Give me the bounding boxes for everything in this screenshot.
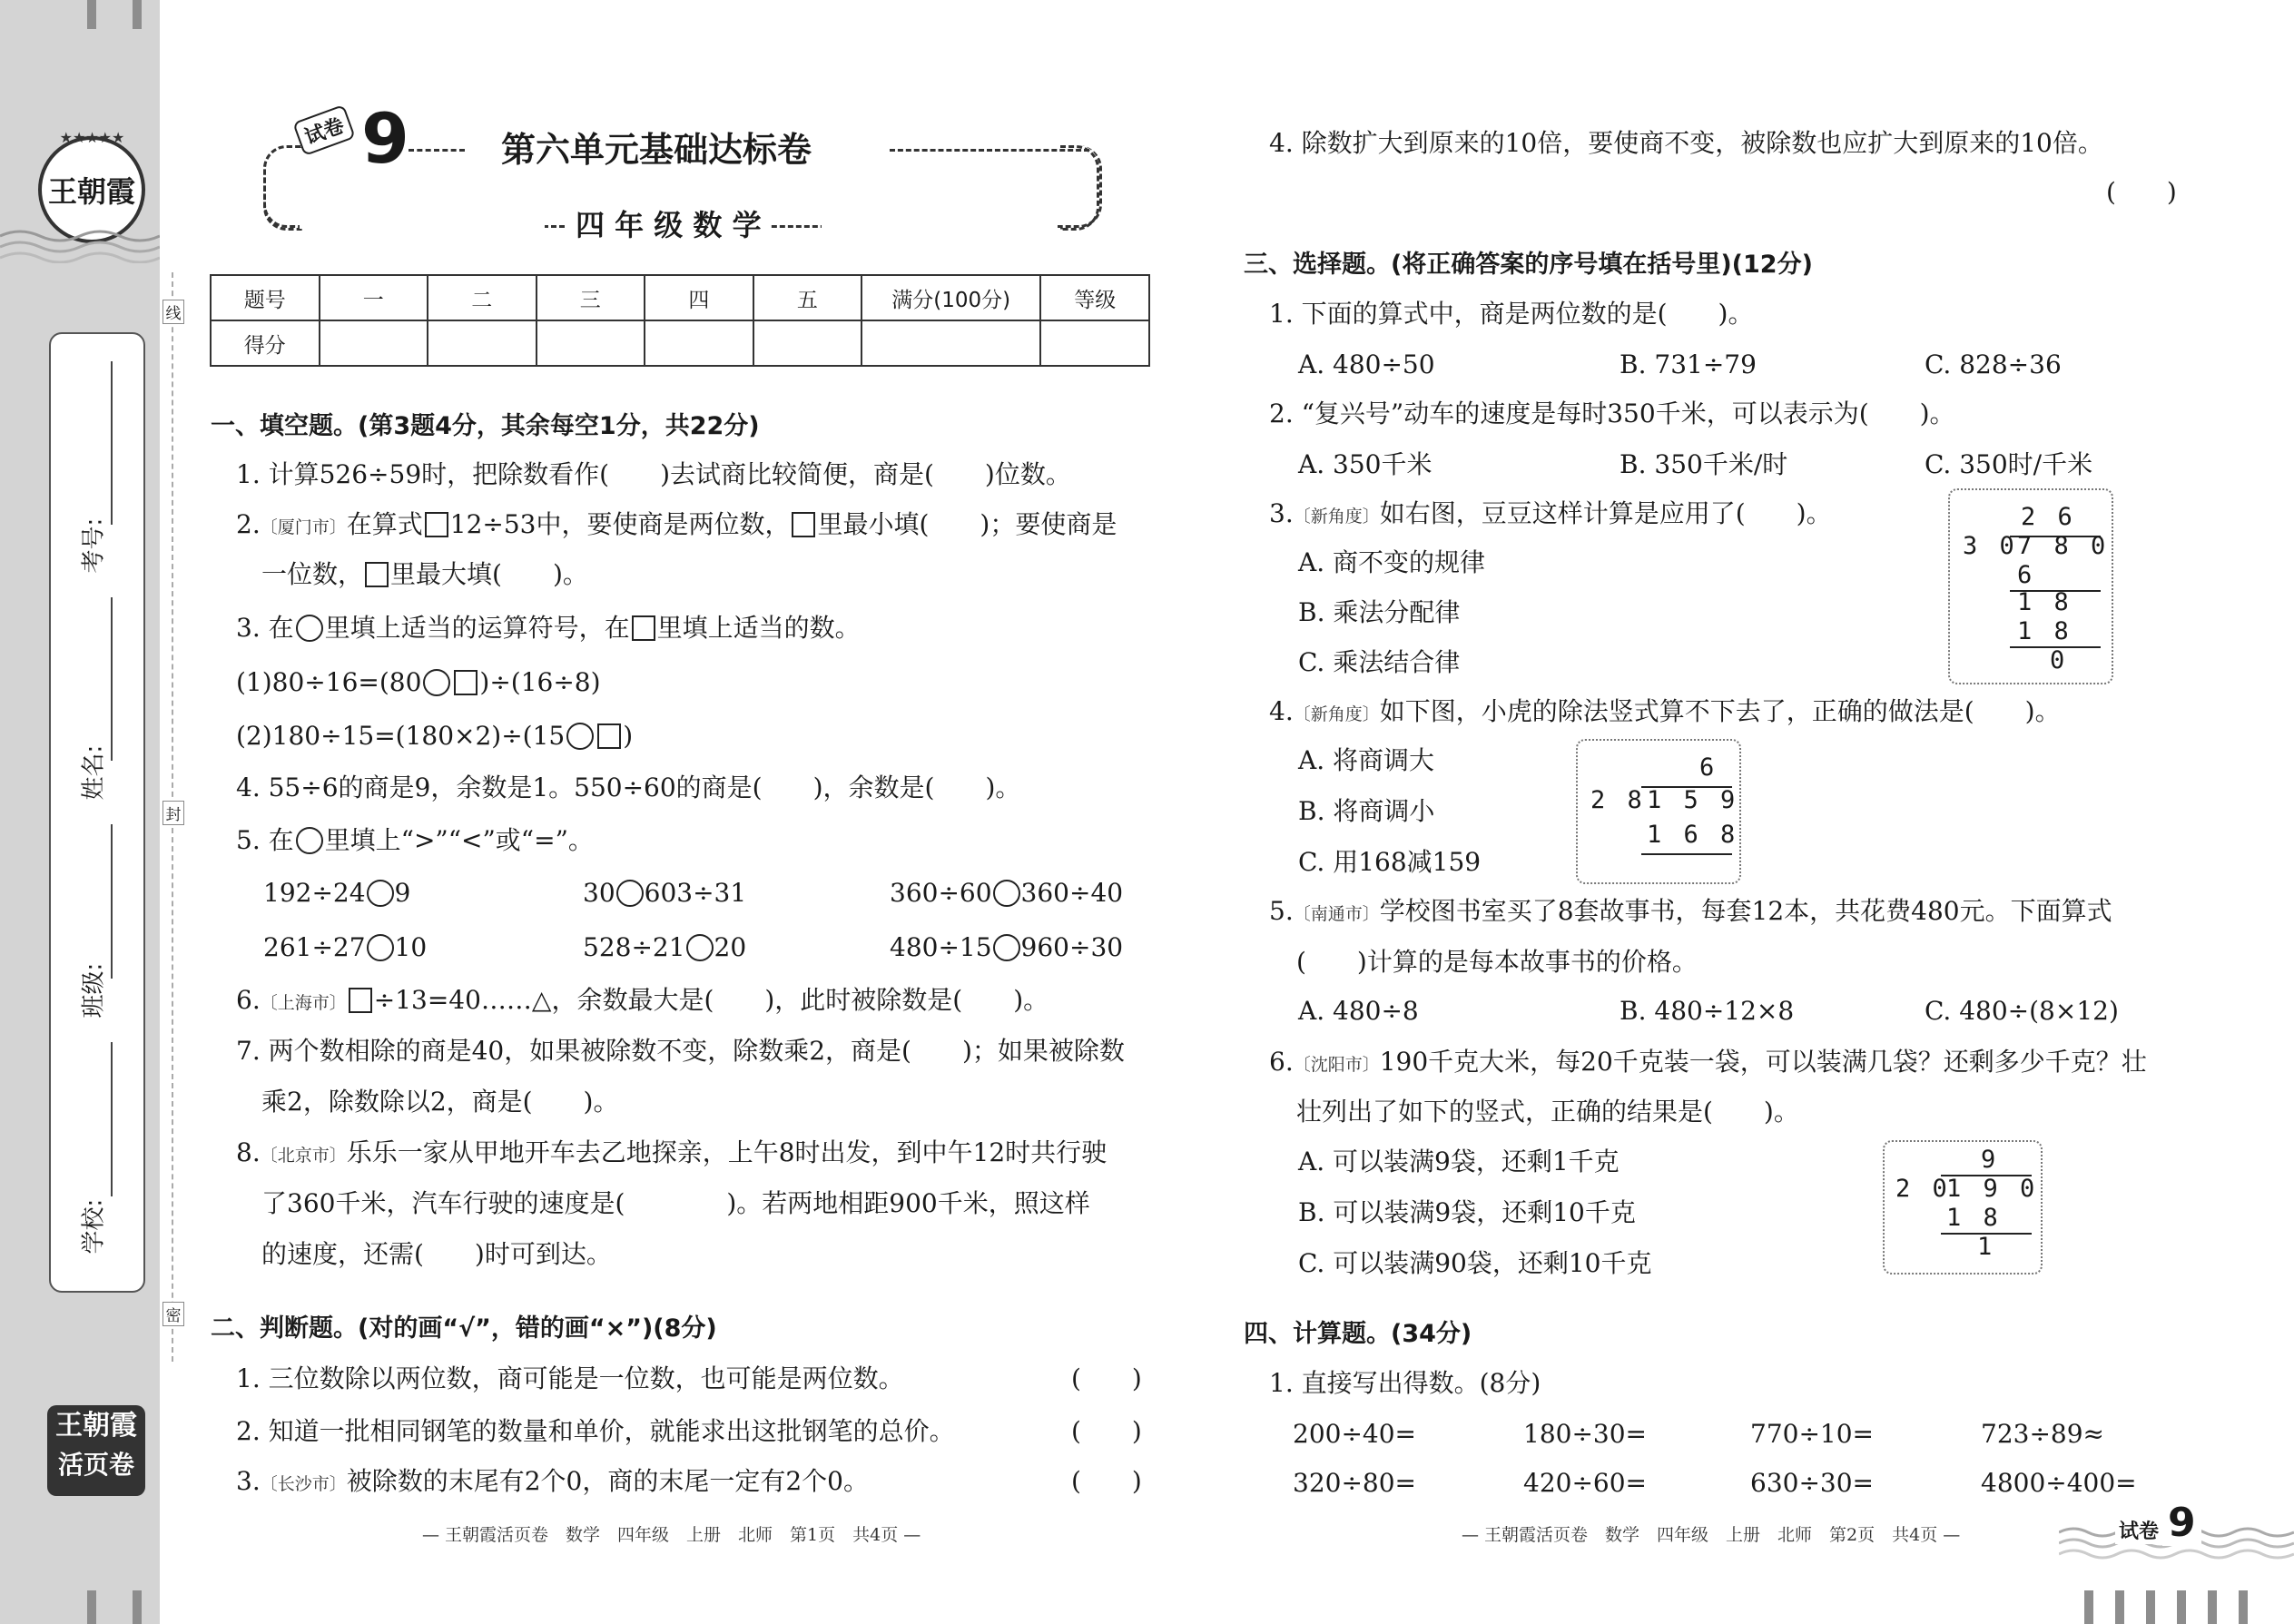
s2-q1: 1. 三位数除以两位数，商可能是一位数，也可能是两位数。 xyxy=(236,1363,904,1393)
compare-circle[interactable] xyxy=(367,934,394,961)
class-label: 班级: xyxy=(80,962,108,1019)
option[interactable]: C. 可以装满90袋，还剩10千克 xyxy=(1298,1248,1652,1278)
s1-q3-2: (2)180÷15=(180×2)÷(15 ) xyxy=(236,721,634,751)
badge-line1: 王朝霞 xyxy=(55,1410,137,1442)
s1-q1: 1. 计算526÷59时，把除数看作( )去试商比较简便，商是( )位数。 xyxy=(236,459,1071,489)
region-tag: 〔厦门市〕 xyxy=(260,517,347,537)
score-header-cell: 四 xyxy=(645,275,753,320)
s1-q7-line1: 7. 两个数相除的商是40，如果被除数不变，除数乘2，商是( )；如果被除数 xyxy=(236,1036,1125,1066)
divisor: 3 0 xyxy=(1963,532,2018,560)
blank-box-icon xyxy=(425,512,448,537)
s1-q5: 5. 在 里填上“>”“<”或“=”。 xyxy=(236,825,594,855)
subtitle-dash-left xyxy=(300,223,545,229)
region-tag: 〔新角度〕 xyxy=(1293,507,1380,527)
answer-paren[interactable]: ( ) xyxy=(2106,177,2177,207)
score-cell[interactable] xyxy=(428,320,537,366)
compare-item: 360÷60 360÷40 xyxy=(890,878,1124,908)
dividend: 1 5 9 xyxy=(1647,786,1739,814)
divisor: 2 8 xyxy=(1590,786,1646,814)
region-tag: 〔北京市〕 xyxy=(260,1146,347,1166)
row: 1 8 xyxy=(1946,1204,2002,1232)
compare-item: 30 603÷31 xyxy=(583,878,747,908)
exam-no-line[interactable] xyxy=(111,361,113,525)
title-dash-right xyxy=(890,149,1089,152)
compare-item: 192÷24 9 xyxy=(263,878,411,908)
s3-q5-line2: ( )计算的是每本故事书的价格。 xyxy=(1296,947,1698,977)
region-tag: 〔南通市〕 xyxy=(1293,904,1380,924)
option[interactable]: C. 350时/千米 xyxy=(1925,449,2093,479)
compare-circle[interactable] xyxy=(686,934,714,961)
option[interactable]: B. 可以装满9袋，还剩10千克 xyxy=(1298,1197,1636,1227)
margin-bar xyxy=(2084,1590,2093,1624)
section-1-title: 一、填空题。(第3题4分，其余每空1分，共22分) xyxy=(211,412,760,440)
margin-bar xyxy=(2239,1590,2248,1624)
cut-label-tear: 密 xyxy=(162,1302,184,1326)
title-frame-right xyxy=(1060,145,1099,231)
cut-label-line: 线 xyxy=(162,300,184,324)
divisor: 2 0 xyxy=(1895,1175,1951,1203)
title-dash-left xyxy=(409,149,465,152)
region-tag: 〔新角度〕 xyxy=(1293,704,1380,724)
option[interactable]: B. 将商调小 xyxy=(1298,796,1435,826)
exam-no-label: 考号: xyxy=(80,517,108,574)
name-label: 姓名: xyxy=(80,744,108,801)
compare-circle[interactable] xyxy=(616,880,644,907)
s1-q3-1: (1)80÷16=(80 )÷(16÷8) xyxy=(236,667,601,697)
quotient: 2 6 xyxy=(2021,503,2076,531)
section-3-title: 三、选择题。(将正确答案的序号填在括号里)(12分) xyxy=(1244,251,1813,279)
s3-q6-line1: 6.〔沈阳市〕190千克大米，每20千克装一袋，可以装满几袋？还剩多少千克？壮 xyxy=(1269,1047,2147,1077)
score-header-cell: 三 xyxy=(537,275,645,320)
subtitle-dash-right xyxy=(822,223,1058,229)
blank-box-icon xyxy=(349,988,372,1013)
page-title: 第六单元基础达标卷 xyxy=(501,130,812,170)
logo-text: 王朝霞 xyxy=(47,174,135,209)
calc-item: 630÷30= xyxy=(1750,1468,1874,1498)
number-box[interactable] xyxy=(454,670,478,695)
option[interactable]: A. 480÷50 xyxy=(1298,349,1435,379)
footer-right: — 王朝霞活页卷 数学 四年级 上册 北师 第2页 共4页 — xyxy=(1462,1525,1961,1545)
s1-q8-line2: 了360千米，汽车行驶的速度是( )。若两地相距900千米，照这样 xyxy=(261,1188,1090,1218)
score-header-cell: 满分(100分) xyxy=(861,275,1040,320)
margin-bar xyxy=(133,1590,142,1624)
option[interactable]: A. 商不变的规律 xyxy=(1298,547,1486,577)
row: 1 8 xyxy=(2017,617,2072,645)
row: 1 8 xyxy=(2017,588,2072,616)
option[interactable]: B. 350千米/时 xyxy=(1620,449,1788,479)
operator-circle[interactable] xyxy=(423,669,450,696)
number-box[interactable] xyxy=(597,723,621,749)
logo-wave-icon xyxy=(0,227,160,263)
compare-item: 480÷15 960÷30 xyxy=(890,932,1124,962)
option[interactable]: B. 乘法分配律 xyxy=(1298,597,1461,627)
school-label: 学校: xyxy=(80,1198,108,1255)
option[interactable]: A. 480÷8 xyxy=(1298,996,1419,1026)
calc-item: 320÷80= xyxy=(1293,1468,1416,1498)
option[interactable]: C. 480÷(8×12) xyxy=(1925,996,2119,1026)
footer-paper-no: 9 xyxy=(2162,1500,2201,1546)
score-header-cell: 一 xyxy=(320,275,428,320)
score-table-row xyxy=(211,320,1149,366)
long-division-figure xyxy=(1576,739,1741,884)
footer-paper-tag: 试卷 xyxy=(2115,1516,2162,1544)
long-division-figure xyxy=(1883,1140,2043,1275)
operator-circle[interactable] xyxy=(566,723,594,750)
s2-q3: 3.〔长沙市〕被除数的末尾有2个0，商的末尾一定有2个0。 xyxy=(236,1466,869,1496)
page-subtitle: 四 年 级 数 学 xyxy=(566,205,771,245)
answer-paren[interactable]: ( ) xyxy=(1071,1416,1142,1446)
s3-q1: 1. 下面的算式中，商是两位数的是( )。 xyxy=(1269,299,1754,329)
school-line[interactable] xyxy=(111,1042,113,1196)
margin-bar xyxy=(2115,1590,2124,1624)
s2-q2: 2. 知道一批相同钢笔的数量和单价，就能求出这批钢笔的总价。 xyxy=(236,1416,955,1446)
score-header-cell: 等级 xyxy=(1040,275,1149,320)
option[interactable]: A. 350千米 xyxy=(1298,449,1433,479)
option[interactable]: C. 用168减159 xyxy=(1298,847,1482,877)
long-division-figure xyxy=(1948,488,2113,684)
score-row-label: 得分 xyxy=(211,320,320,366)
s1-q4: 4. 55÷6的商是9，余数是1。550÷60的商是( )，余数是( )。 xyxy=(236,773,1021,802)
compare-circle[interactable] xyxy=(993,934,1020,961)
student-info-box xyxy=(49,332,145,1293)
blank-box-icon xyxy=(365,562,389,587)
option[interactable]: A. 可以装满9袋，还剩1千克 xyxy=(1298,1147,1620,1176)
calc-item: 180÷30= xyxy=(1523,1419,1647,1449)
answer-paren[interactable]: ( ) xyxy=(1071,1466,1142,1496)
s1-q8-line1: 8.〔北京市〕乐乐一家从甲地开车去乙地探亲，上午8时出发，到中午12时共行驶 xyxy=(236,1137,1108,1167)
margin-bar xyxy=(87,0,96,29)
compare-item: 528÷21 20 xyxy=(583,932,747,962)
calc-item: 420÷60= xyxy=(1523,1468,1647,1498)
row: 0 xyxy=(2050,646,2069,674)
margin-bar xyxy=(2208,1590,2217,1624)
score-cell[interactable] xyxy=(1040,320,1149,366)
score-cell[interactable] xyxy=(645,320,753,366)
s2-q4: 4. 除数扩大到原来的10倍，要使商不变，被除数也应扩大到原来的10倍。 xyxy=(1269,128,2103,158)
s1-q7-line2: 乘2，除数除以2，商是( )。 xyxy=(261,1087,619,1117)
score-table-header xyxy=(211,275,1149,320)
blank-box-icon xyxy=(632,615,655,641)
score-cell[interactable] xyxy=(753,320,862,366)
margin-bar xyxy=(133,0,142,29)
quotient: 6 xyxy=(1699,753,1718,782)
s1-q2-line2: 一位数， 里最大填( )。 xyxy=(261,559,588,589)
row: 6 xyxy=(2017,561,2036,589)
blank-circle-icon xyxy=(296,615,323,642)
compare-item: 261÷27 10 xyxy=(263,932,428,962)
calc-item: 4800÷400= xyxy=(1981,1468,2137,1498)
s4-q1: 1. 直接写出得数。(8分) xyxy=(1269,1368,1541,1398)
calc-item: 770÷10= xyxy=(1750,1419,1874,1449)
score-table xyxy=(210,274,1150,367)
s3-q6-line2: 壮列出了如下的竖式，正确的结果是( )。 xyxy=(1296,1097,1799,1127)
dividend: 1 9 0 xyxy=(1946,1175,2039,1203)
s3-q2: 2. “复兴号”动车的速度是每时350千米，可以表示为( )。 xyxy=(1269,399,1955,428)
region-tag: 〔上海市〕 xyxy=(260,993,347,1013)
blank-box-icon xyxy=(792,512,815,537)
option[interactable]: B. 480÷12×8 xyxy=(1620,996,1795,1026)
score-header-cell: 五 xyxy=(753,275,862,320)
region-tag: 〔长沙市〕 xyxy=(260,1474,347,1494)
option[interactable]: B. 731÷79 xyxy=(1620,349,1757,379)
answer-paren[interactable]: ( ) xyxy=(1071,1363,1142,1393)
compare-circle[interactable] xyxy=(367,880,394,907)
score-header-cell: 二 xyxy=(428,275,537,320)
s1-q2-line1: 2.〔厦门市〕在算式 12÷53中，要使商是两位数， 里最小填( )；要使商是 xyxy=(236,509,1117,539)
s3-q4: 4.〔新角度〕如下图，小虎的除法竖式算不下去了，正确的做法是( )。 xyxy=(1269,696,2061,726)
score-cell[interactable] xyxy=(537,320,645,366)
cut-label-seal: 封 xyxy=(162,801,184,825)
calc-item: 200÷40= xyxy=(1293,1419,1416,1449)
margin-bar xyxy=(87,1590,96,1624)
s1-q6: 6.〔上海市〕 ÷13=40……△，余数最大是( )，此时被除数是( )。 xyxy=(236,985,1049,1015)
s3-q5-line1: 5.〔南通市〕学校图书室买了8套故事书，每套12本，共花费480元。下面算式 xyxy=(1269,896,2112,926)
region-tag: 〔沈阳市〕 xyxy=(1293,1055,1380,1075)
section-4-title: 四、计算题。(34分) xyxy=(1244,1320,1472,1348)
section-2-title: 二、判断题。(对的画“√”，错的画“×”)(8分) xyxy=(211,1314,717,1343)
row: 1 6 8 xyxy=(1647,821,1739,849)
paper-number: 9 xyxy=(361,98,409,179)
s1-q3: 3. 在 里填上适当的运算符号，在 里填上适当的数。 xyxy=(236,613,861,643)
footer-left: — 王朝霞活页卷 数学 四年级 上册 北师 第1页 共4页 — xyxy=(422,1525,921,1545)
margin-bar xyxy=(2177,1590,2186,1624)
quotient: 9 xyxy=(1981,1146,2000,1174)
paper-tag: 试卷 xyxy=(292,104,356,156)
name-line[interactable] xyxy=(111,597,113,761)
class-line[interactable] xyxy=(111,824,113,979)
brand-badge xyxy=(47,1405,145,1496)
margin-bar xyxy=(2146,1590,2155,1624)
score-cell[interactable] xyxy=(320,320,428,366)
score-header-cell: 题号 xyxy=(211,275,320,320)
blank-circle-icon xyxy=(296,827,323,854)
badge-line2: 活页卷 xyxy=(57,1450,134,1480)
option[interactable]: C. 828÷36 xyxy=(1925,349,2062,379)
row: 1 xyxy=(1977,1233,1996,1261)
score-cell[interactable] xyxy=(861,320,1040,366)
s1-q8-line3: 的速度，还需( )时可到达。 xyxy=(261,1239,612,1269)
calc-item: 723÷89≈ xyxy=(1981,1419,2104,1449)
compare-circle[interactable] xyxy=(993,880,1020,907)
title-frame-left xyxy=(263,145,302,231)
dividend: 7 8 0 xyxy=(2017,532,2110,560)
s3-q3: 3.〔新角度〕如右图，豆豆这样计算是应用了( )。 xyxy=(1269,498,1832,528)
option[interactable]: C. 乘法结合律 xyxy=(1298,647,1461,677)
option[interactable]: A. 将商调大 xyxy=(1298,745,1435,775)
logo-stars-icon: ★★★★★ xyxy=(59,129,125,146)
